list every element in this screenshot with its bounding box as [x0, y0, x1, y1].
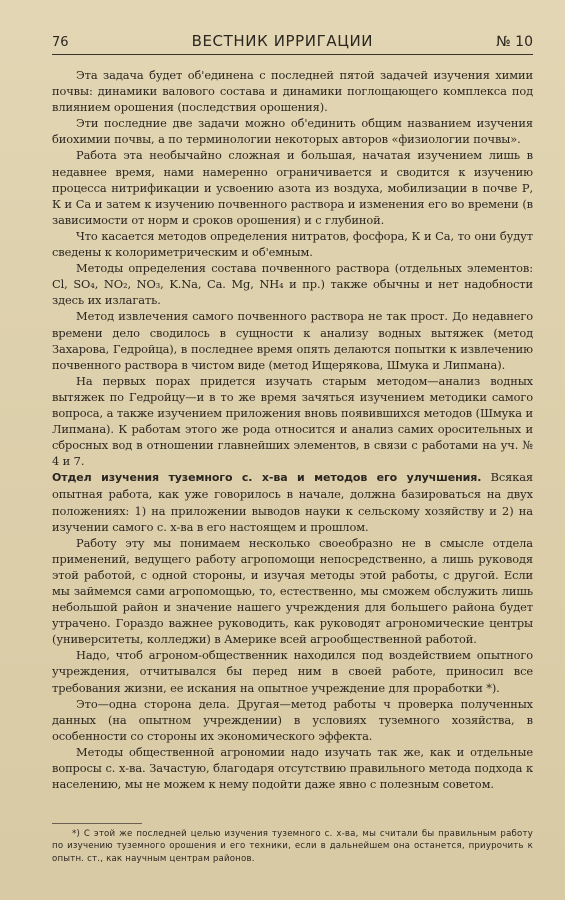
- running-header: [52, 32, 533, 54]
- paragraph: Метод извлечения самого почвенного раствора не так прост. До недавнего времени дело сводилось в сущности к анализу водных вытяжек (метод Захарова, Гедройца), в последнее время опять делаются попытки к извлечению почвенного раствора в чистом виде (метод Ищерякова, Шмука и Липмана).: [52, 309, 533, 372]
- page-number: 76: [52, 35, 69, 50]
- section-heading: Отдел изучения туземного с. х-ва и методов его улучшения.: [52, 471, 482, 485]
- paragraph: Методы общественной агрономии надо изучать так же, как и отдельные вопросы с. х-ва. Зачастую, благодаря отсутствию правильного метода подхода к населению, мы не можем к нему подойти даже явно с полезным советом.: [52, 744, 533, 792]
- journal-title: ВЕСТНИК ИРРИГАЦИИ: [191, 32, 374, 50]
- paragraph: Надо, чтоб агроном-общественник находился под воздействием опытного учреждения, отчитывался бы перед ним в своей работе, приносил все требования жизни, ее искания на опытное учреждение для проработки *).: [52, 648, 533, 695]
- paragraph: Работа эта необычайно сложная и большая, начатая изучением лишь в недавнее время, нами намеренно ограничивается и сводится к изучению процесса нитрификации и усвоению азота из воздуха, мобилизации в почве Р, К и Са и затем к изучению почвенного раствора и изменения его во времени (в зависимости от норм и сроков орошения) и с глубиной.: [52, 148, 533, 227]
- header-rule: [52, 54, 533, 55]
- paragraph: Работу эту мы понимаем несколько своеобразно не в смысле отдела применений, ведущего работу агропомощи непосредственно, а лишь руководя этой работой, с одной стороны, и изучая методы этой работы, с другой. Если мы займемся сами агропомощью, то, естественно, мы сможем обслужить лишь небольшой район и значение нашего учреждения для большего района будет утрачено. Гораздо важнее руководить, как руководят агрономические центры (университеты, колледжи) в Америке всей агрообщественной работой.: [52, 535, 533, 647]
- footnote: [52, 828, 533, 865]
- paragraph: Эта задача будет об'единена с последней пятой задачей изучения химии почвы: динамики валового состава и динамики поглощающего комплекса под влиянием орошения (последствия орошения).: [52, 68, 533, 115]
- paragraph: Это—одна сторона дела. Другая—метод работы ч проверка полученных данных (на опытном учреждении) в условиях туземного хозяйства, в особенности со стороны их экономического эффекта.: [52, 696, 533, 743]
- section-text: Всякая опытная работа, как уже говорилось в начале, должна базироваться на двух положениях: 1) на приложении выводов науки к сельскому хозяйству и 2) на изучении самого с. х-ва в его настоящем и прошлом.: [52, 470, 533, 534]
- paragraph: Методы определения состава почвенного раствора (отдельных элементов: Cl, SO₄, NO₂, NO₃, K.Na, Ca. Mg, NH₄ и пр.) также обычны и нет надобности здесь их излагать.: [52, 261, 533, 308]
- article-body: [52, 67, 533, 792]
- section-paragraph: [52, 469, 533, 534]
- paragraph: На первых порах придется изучать старым методом—анализ водных вытяжек по Гедройцу—и в то же время зачяться изучением методики самого вопроса, а также изучением приложения вновь появившихся методов (Шмука и Липмана). К работам этого же рода относится и анализ самих оросительных и сбросных вод в отношении главнейших элементов, в связи с работами на уч. № 4 и 7.: [52, 373, 533, 469]
- issue-number: № 10: [496, 34, 533, 50]
- paragraph: Что касается методов определения нитратов, фосфора, К и Са, то они будут сведены к колориметрическим и об'емным.: [52, 228, 533, 260]
- paragraph: Эти последние две задачи можно об'единить общим названием изучения биохимии почвы, а по терминологии некоторых авторов «физиологии почвы».: [52, 116, 533, 147]
- footnote-rule: [52, 823, 142, 824]
- footnote-text: *) С этой же последней целью изучения туземного с. х-ва, мы считали бы правильным работу по изучению туземного орошения и его техники, если в дальнейшем она останется, приурочить к опытн. ст., как научным центрам районов.: [52, 829, 533, 864]
